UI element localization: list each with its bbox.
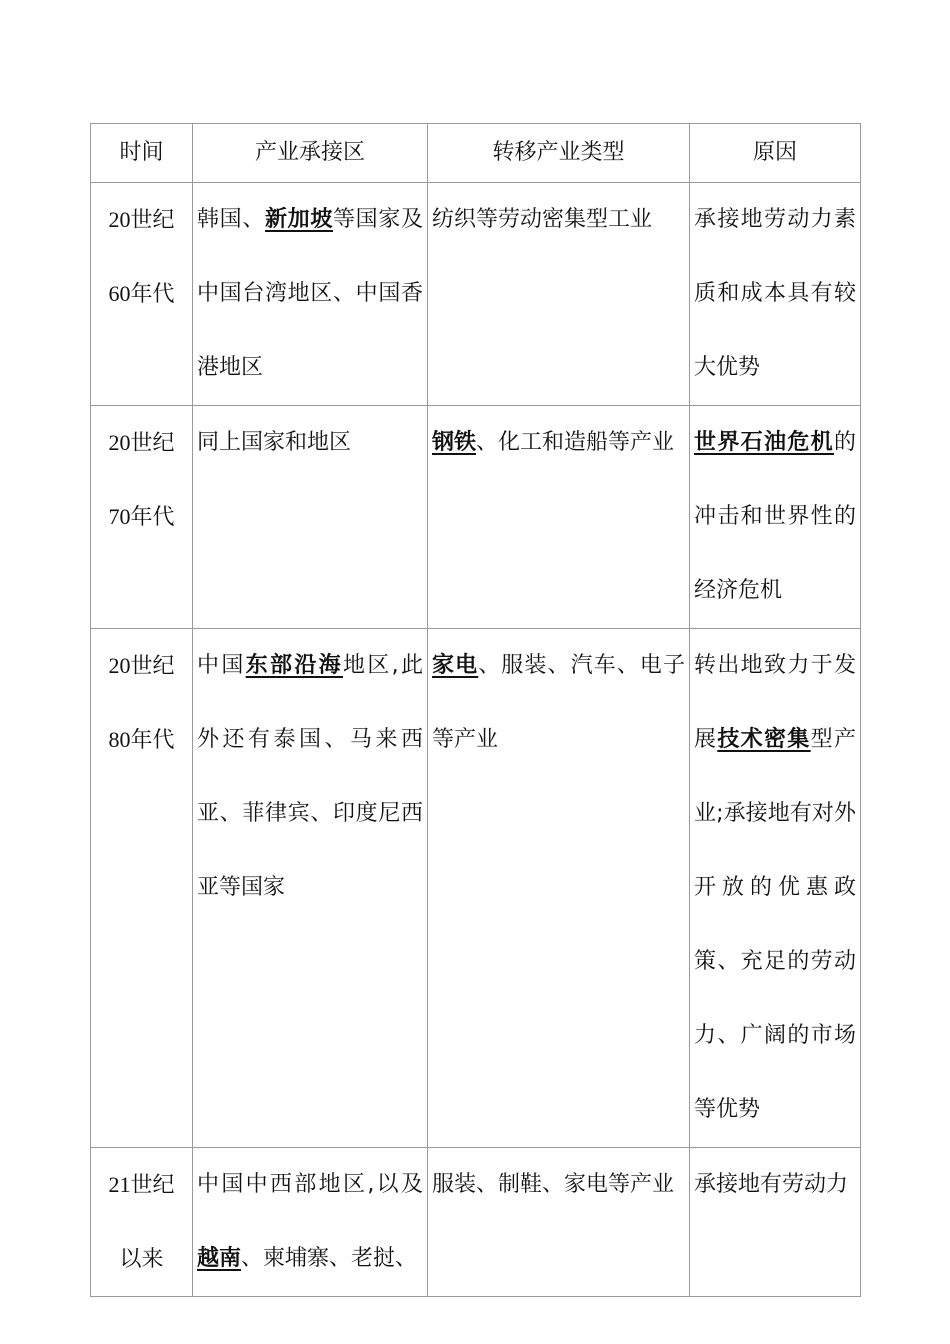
time-cell xyxy=(91,183,193,406)
time-cell xyxy=(91,1148,193,1297)
time-line: 以来 xyxy=(119,1246,164,1271)
time-cell xyxy=(91,629,193,1148)
industry-transfer-table xyxy=(90,123,861,1297)
reason-keyword: 世界石油危机 xyxy=(694,430,834,455)
reason-text: 型产业;承接地有对外开放的优惠政策、充足的劳动力、广阔的市场等优势 xyxy=(694,727,856,1122)
region-text: 中国中西部地区,以及 xyxy=(197,1172,423,1197)
reason-text: 承接地有劳动力 xyxy=(694,1172,849,1197)
table-row xyxy=(91,1148,861,1297)
type-text: 、化工和造船等产业 xyxy=(476,430,675,455)
table-header-row xyxy=(91,124,861,183)
type-keyword: 钢铁 xyxy=(432,430,477,455)
type-keyword: 家电 xyxy=(432,653,479,678)
reason-text: 的冲击和世界性的经济危机 xyxy=(694,430,856,603)
region-text: 中国 xyxy=(197,653,246,678)
region-text: 、柬埔寨、老挝、 xyxy=(241,1246,418,1271)
type-cell xyxy=(428,1148,690,1297)
header-time: 时间 xyxy=(91,124,193,183)
region-text: 同上国家和地区 xyxy=(197,430,352,455)
table-row xyxy=(91,629,861,1148)
table-row xyxy=(91,406,861,629)
type-text: 、服装、汽车、电子等产业 xyxy=(432,653,685,752)
region-keyword: 新加坡 xyxy=(265,207,333,232)
type-cell xyxy=(428,183,690,406)
type-cell xyxy=(428,406,690,629)
type-text: 纺织等劳动密集型工业 xyxy=(432,207,653,232)
reason-text: 转出地致力于发展 xyxy=(694,653,856,752)
time-line: 80年代 xyxy=(108,727,175,752)
region-cell xyxy=(193,183,428,406)
header-reason: 原因 xyxy=(690,124,861,183)
reason-cell xyxy=(690,406,861,629)
time-line: 60年代 xyxy=(108,281,175,306)
table-row xyxy=(91,183,861,406)
region-text: 地区,此外还有泰国、马来西亚、菲律宾、印度尼西亚等国家 xyxy=(197,653,423,900)
time-line: 20世纪 xyxy=(108,207,175,232)
region-text: 等国家及中国台湾地区、中国香港地区 xyxy=(197,207,423,380)
region-cell xyxy=(193,629,428,1148)
reason-keyword: 技术密集 xyxy=(717,727,811,752)
header-type: 转移产业类型 xyxy=(428,124,690,183)
region-text: 韩国、 xyxy=(197,207,265,232)
reason-cell xyxy=(690,629,861,1148)
header-region: 产业承接区 xyxy=(193,124,428,183)
type-text: 服装、制鞋、家电等产业 xyxy=(432,1172,675,1197)
time-line: 70年代 xyxy=(108,504,175,529)
reason-cell xyxy=(690,1148,861,1297)
reason-text: 承接地劳动力素质和成本具有较大优势 xyxy=(694,207,856,380)
time-line: 21世纪 xyxy=(108,1172,175,1197)
region-keyword: 越南 xyxy=(197,1246,242,1271)
type-cell xyxy=(428,629,690,1148)
time-cell xyxy=(91,406,193,629)
reason-cell xyxy=(690,183,861,406)
region-cell xyxy=(193,406,428,629)
region-cell xyxy=(193,1148,428,1297)
time-line: 20世纪 xyxy=(108,653,175,678)
region-keyword: 东部沿海 xyxy=(245,653,343,678)
time-line: 20世纪 xyxy=(108,430,175,455)
